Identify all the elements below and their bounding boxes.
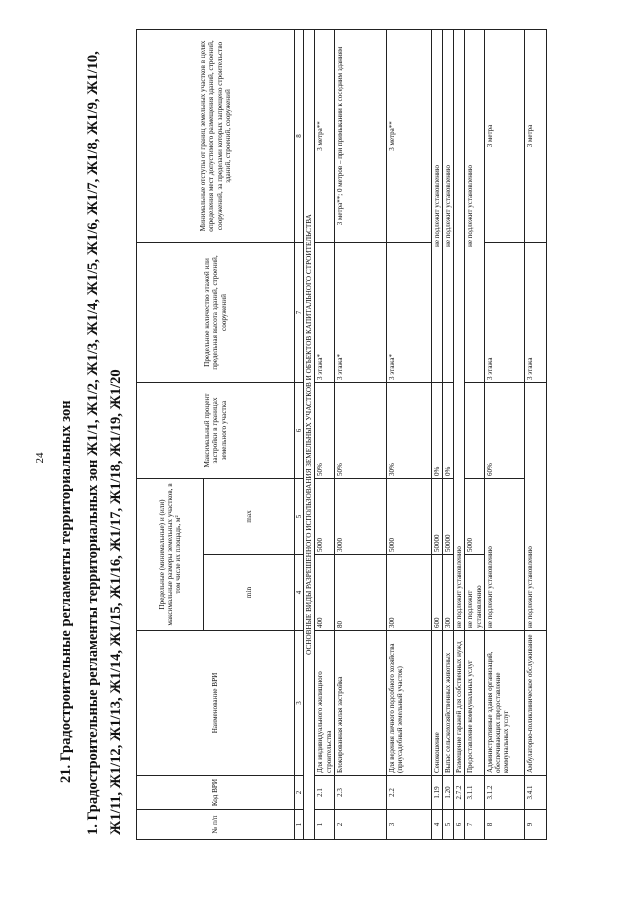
row-max: 5000 [315, 479, 334, 555]
row-setback: 3 метра** [386, 30, 431, 243]
section-heading: 21. Градостроительные регламенты территориальных зон [58, 400, 74, 783]
row-setback: 3 метра** [315, 30, 334, 243]
header-floors: Предельное количество этажей или предельная высота зданий, строений, сооружений [137, 243, 295, 383]
header-max: max [204, 479, 295, 555]
row-percent: 30% [386, 383, 431, 479]
row-max: 3000 [334, 479, 386, 555]
row-setback: 3 метра [524, 30, 546, 243]
row-code: 2.1 [315, 776, 334, 810]
row-code: 3.4.1 [524, 776, 546, 810]
row-num: 5 [443, 810, 454, 840]
header-code: Код ВРИ [137, 776, 295, 810]
row-name: Размещение гаражей для собственных нужд [454, 631, 465, 776]
row-name: Сенокошение [431, 631, 442, 776]
row-code: 3.1.2 [484, 776, 524, 810]
row-min: 600 [431, 555, 442, 631]
row-max: 5000 [465, 479, 484, 555]
row-code: 1.20 [443, 776, 454, 810]
row-merged-all: не подлежит установлению [454, 30, 465, 631]
row-setback: 3 метра**; 0 метров – при примыкании к соседним зданиям [334, 30, 386, 243]
table-row [465, 30, 484, 840]
header-num: № п/п [137, 810, 295, 840]
row-min: 300 [386, 555, 431, 631]
row-percent: 0% [443, 383, 454, 479]
subsection-heading: 1. Градостроительные регламенты территориальных зон Ж1/1, Ж1/2, Ж1/3, Ж1/4, Ж1/5, Ж1/6, Ж1/7, Ж1/8, Ж1/9, Ж1/10, Ж1/11, Ж1/12, Ж1/13, Ж1/14, Ж1/15, Ж1/16, Ж1/17, Ж1/18, Ж1/19, Ж1/20 [85, 51, 124, 835]
row-max: 50000 [443, 479, 454, 555]
index-cell: 3 [295, 631, 304, 776]
row-code: 2.2 [386, 776, 431, 810]
row-num: 2 [334, 810, 386, 840]
row-name: Для индивидуального жилищного строительства [315, 631, 334, 776]
row-code: 2.3 [334, 776, 386, 810]
index-cell: 8 [295, 30, 304, 243]
row-name: Выпас сельскохозяйственных животных [443, 631, 454, 776]
row-max: 5000 [386, 479, 431, 555]
row-name: Амбулаторно-поликлиническое обслуживание [524, 631, 546, 776]
row-floors: 3 этажа* [334, 243, 386, 383]
row-floors: 3 этажа [484, 243, 524, 383]
row-percent: 0% [431, 383, 442, 479]
row-code: 2.7.2 [454, 776, 465, 810]
row-code: 1.19 [431, 776, 442, 810]
row-max: 50000 [431, 479, 442, 555]
index-cell: 6 [295, 383, 304, 479]
row-merged: не подлежит установлению [443, 30, 454, 383]
index-cell: 2 [295, 776, 304, 810]
header-row [137, 30, 204, 840]
header-setback: Минимальные отступы от границ земельных участков в целях определения мест допустимого размещения зданий, строений, сооружений, за пределами которых запрещено строительство зданий, строений, сооружений [137, 30, 295, 243]
index-cell: 4 [295, 555, 304, 631]
section-title: ОСНОВНЫЕ ВИДЫ РАЗРЕШЕННОГО ИСПОЛЬЗОВАНИЯ ЗЕМЕЛЬНЫХ УЧАСТКОВ И ОБЪЕКТОВ КАПИТАЛЬНОГО СТРОИТЕЛЬСТВА [304, 30, 315, 840]
row-num: 1 [315, 810, 334, 840]
header-name: Наименование ВРИ [137, 631, 295, 776]
table-row [386, 30, 431, 840]
table-row [315, 30, 334, 840]
row-num: 9 [524, 810, 546, 840]
index-cell: 7 [295, 243, 304, 383]
row-percent [465, 383, 484, 479]
row-num: 3 [386, 810, 431, 840]
row-floors: 3 этажа* [315, 243, 334, 383]
index-cell: 1 [295, 810, 304, 840]
row-floors: 3 этажа [524, 243, 546, 383]
row-num: 4 [431, 810, 442, 840]
row-percent: 50% [315, 383, 334, 479]
page-number: 24 [34, 452, 46, 464]
row-minmax: не подлежит установлению [524, 383, 546, 631]
table-row [443, 30, 454, 840]
row-min: 80 [334, 555, 386, 631]
table-row [431, 30, 442, 840]
row-num: 6 [454, 810, 465, 840]
row-code: 3.1.1 [465, 776, 484, 810]
table-row [484, 30, 524, 840]
header-min: min [204, 555, 295, 631]
row-minmax: не подлежит установлению [484, 479, 524, 631]
row-floors: 3 этажа* [386, 243, 431, 383]
row-setback: 3 метра [484, 30, 524, 243]
row-min: 300 [443, 555, 454, 631]
section-row [304, 30, 315, 840]
row-percent: 60% [484, 383, 524, 479]
table-row [454, 30, 465, 840]
row-percent: 50% [334, 383, 386, 479]
row-name: Предоставление коммунальных услуг [465, 631, 484, 776]
row-min: 400 [315, 555, 334, 631]
row-min: не подлежит установлению [465, 555, 484, 631]
regulations-table [136, 29, 547, 840]
header-area-group: Предельные (минимальные) и (или) максимальные размеры земельных участков, в том числе их площадь, м² [137, 479, 204, 631]
row-num: 7 [465, 810, 484, 840]
row-name: Для ведения личного подсобного хозяйства (приусадебный земельный участок) [386, 631, 431, 776]
header-percent: Максимальный процент застройки в границах земельного участка [137, 383, 295, 479]
row-name: Административные здания организаций, обеспечивающих предоставление коммунальных услуг [484, 631, 524, 776]
row-num: 8 [484, 810, 524, 840]
column-index-row [295, 30, 304, 840]
table-row [524, 30, 546, 840]
index-cell: 5 [295, 479, 304, 555]
row-merged: не подлежит установлению [465, 30, 484, 383]
row-name: Блокированная жилая застройка [334, 631, 386, 776]
row-merged: не подлежит установлению [431, 30, 442, 383]
table-row [334, 30, 386, 840]
